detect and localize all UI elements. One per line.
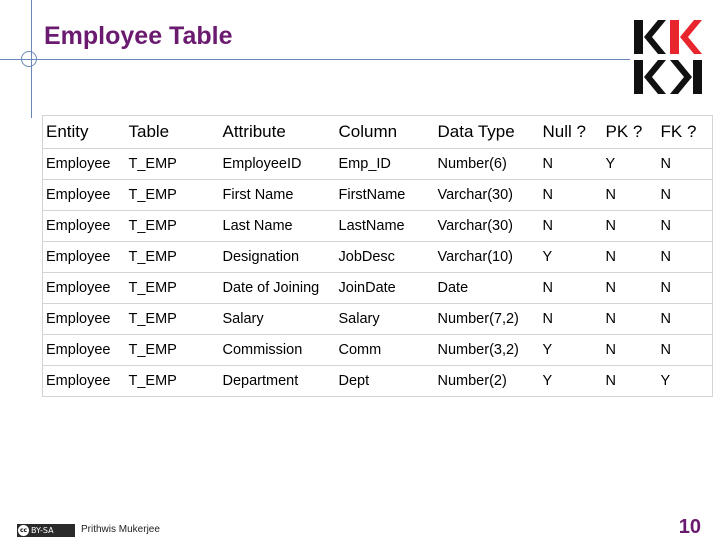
column-header: Entity — [43, 116, 126, 149]
table-cell: N — [603, 211, 658, 242]
table-cell: JoinDate — [336, 273, 435, 304]
column-header: Attribute — [220, 116, 336, 149]
table-row — [43, 211, 713, 242]
table-cell: Salary — [220, 304, 336, 335]
table-cell: N — [540, 273, 603, 304]
table-cell: N — [540, 180, 603, 211]
slide-title: Employee Table — [44, 22, 233, 50]
table-cell: Varchar(10) — [435, 242, 540, 273]
table-cell: N — [658, 242, 713, 273]
table-cell: T_EMP — [126, 273, 220, 304]
table-row — [43, 242, 713, 273]
table-cell: Employee — [43, 366, 126, 397]
table-cell: Commission — [220, 335, 336, 366]
table-cell: Employee — [43, 211, 126, 242]
table-row — [43, 273, 713, 304]
table-cell: N — [603, 180, 658, 211]
table-cell: N — [603, 304, 658, 335]
column-header: FK ? — [658, 116, 713, 149]
column-header: Null ? — [540, 116, 603, 149]
table-cell: N — [540, 211, 603, 242]
table-cell: Employee — [43, 273, 126, 304]
table-cell: N — [658, 149, 713, 180]
table-cell: N — [658, 273, 713, 304]
table-cell: N — [658, 304, 713, 335]
table-row — [43, 149, 713, 180]
table-cell: Comm — [336, 335, 435, 366]
table-cell: LastName — [336, 211, 435, 242]
table-cell: T_EMP — [126, 335, 220, 366]
table-cell: N — [658, 335, 713, 366]
table-cell: Emp_ID — [336, 149, 435, 180]
table-cell: Number(7,2) — [435, 304, 540, 335]
table-row — [43, 180, 713, 211]
column-header: Column — [336, 116, 435, 149]
kk-logo-icon — [632, 18, 704, 96]
table-cell: N — [603, 273, 658, 304]
table-cell: Y — [540, 366, 603, 397]
table-cell: Salary — [336, 304, 435, 335]
cc-license-badge — [17, 524, 75, 537]
table-cell: Y — [603, 149, 658, 180]
table-header-row — [43, 116, 713, 149]
table-cell: T_EMP — [126, 304, 220, 335]
table-cell: N — [658, 180, 713, 211]
table-cell: Date of Joining — [220, 273, 336, 304]
table-cell: Last Name — [220, 211, 336, 242]
license-text: BY-SA — [31, 526, 54, 535]
cc-icon: cc — [19, 527, 28, 534]
table-cell: N — [540, 149, 603, 180]
table-cell: Employee — [43, 149, 126, 180]
table-cell: Y — [540, 242, 603, 273]
table-cell: Number(2) — [435, 366, 540, 397]
horizontal-accent-line — [0, 59, 630, 60]
table-cell: Y — [540, 335, 603, 366]
table-cell: Designation — [220, 242, 336, 273]
table-cell: T_EMP — [126, 211, 220, 242]
accent-circle — [21, 51, 37, 67]
table-cell: First Name — [220, 180, 336, 211]
table-row — [43, 366, 713, 397]
table-cell: Varchar(30) — [435, 180, 540, 211]
table-cell: T_EMP — [126, 149, 220, 180]
table-cell: Department — [220, 366, 336, 397]
table-row — [43, 335, 713, 366]
table-cell: Employee — [43, 242, 126, 273]
table-cell: Employee — [43, 180, 126, 211]
table-row — [43, 304, 713, 335]
table-cell: Dept — [336, 366, 435, 397]
table-cell: N — [540, 304, 603, 335]
table-cell: Number(3,2) — [435, 335, 540, 366]
table-cell: N — [603, 366, 658, 397]
table-cell: EmployeeID — [220, 149, 336, 180]
table-cell: FirstName — [336, 180, 435, 211]
table-cell: JobDesc — [336, 242, 435, 273]
table-cell: Employee — [43, 335, 126, 366]
column-header: Data Type — [435, 116, 540, 149]
table-cell: T_EMP — [126, 242, 220, 273]
table-cell: Number(6) — [435, 149, 540, 180]
table-cell: N — [603, 335, 658, 366]
page-number: 10 — [678, 516, 701, 538]
table-cell: N — [658, 211, 713, 242]
table-cell: N — [603, 242, 658, 273]
table-cell: T_EMP — [126, 180, 220, 211]
author-name: Prithwis Mukerjee — [81, 524, 160, 535]
column-header: PK ? — [603, 116, 658, 149]
table-cell: Y — [658, 366, 713, 397]
column-header: Table — [126, 116, 220, 149]
table-cell: Varchar(30) — [435, 211, 540, 242]
table-cell: Employee — [43, 304, 126, 335]
employee-table — [42, 115, 713, 397]
table-cell: T_EMP — [126, 366, 220, 397]
table-cell: Date — [435, 273, 540, 304]
